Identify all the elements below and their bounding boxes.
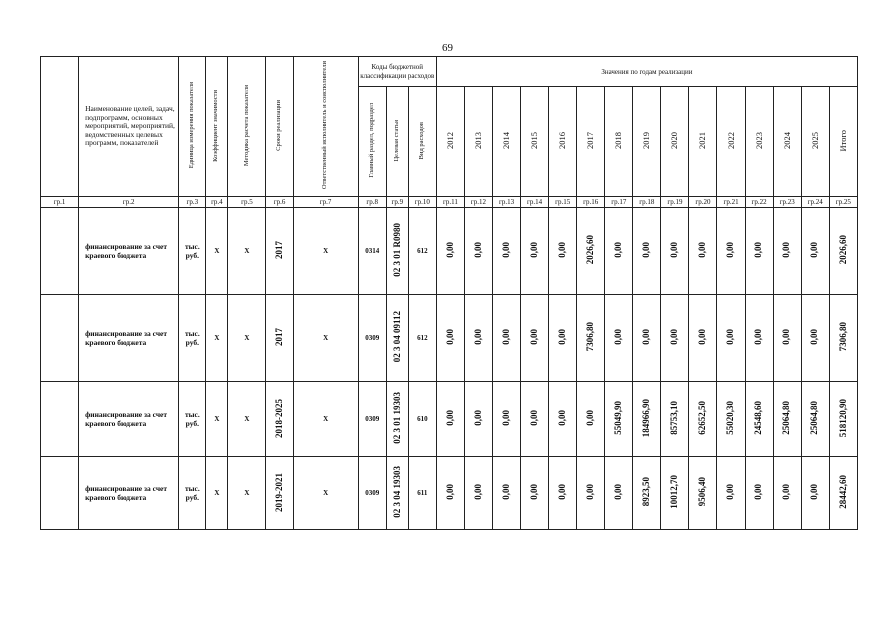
column-number: гр.6: [266, 197, 293, 208]
row-name: финансирование за счет краевого бюджета: [79, 295, 179, 382]
row-value: 0,00: [633, 295, 661, 382]
column-number: гр.1: [41, 197, 79, 208]
header-total: Итого: [829, 87, 857, 197]
row-terms: 2017: [266, 295, 293, 382]
row-value: 0,00: [661, 295, 689, 382]
row-value: 0,00: [464, 208, 492, 295]
row-value: 0,00: [689, 208, 717, 295]
row-name: финансирование за счет краевого бюджета: [79, 457, 179, 530]
row-value: 8923,50: [633, 457, 661, 530]
column-number: гр.7: [293, 197, 358, 208]
header-coef: Коэффициент значимости: [206, 57, 228, 197]
row-section: 0309: [358, 457, 386, 530]
header-year: 2019: [633, 87, 661, 197]
header-code-article: Целевая статья: [386, 87, 408, 197]
row-total: 28442,60: [829, 457, 857, 530]
row-executor: Х: [293, 295, 358, 382]
column-number: гр.18: [633, 197, 661, 208]
row-value: 25064,80: [773, 382, 801, 457]
row-value: 0,00: [773, 457, 801, 530]
row-total: 7306,80: [829, 295, 857, 382]
row-value: 0,00: [633, 208, 661, 295]
row-section: 0309: [358, 295, 386, 382]
header-values-title: Значения по годам реализации: [436, 57, 857, 87]
row-value: 0,00: [521, 208, 549, 295]
header-year: 2024: [773, 87, 801, 197]
row-value: 55020,30: [717, 382, 745, 457]
row-value: 0,00: [436, 295, 464, 382]
row-terms: 2018-2025: [266, 382, 293, 457]
row-value: 0,00: [773, 295, 801, 382]
column-number: гр.5: [228, 197, 266, 208]
header-year: 2020: [661, 87, 689, 197]
column-number: гр.14: [521, 197, 549, 208]
row-value: 0,00: [801, 295, 829, 382]
row-value: 0,00: [605, 208, 633, 295]
header-code-section: Главный раздел, подраздел: [358, 87, 386, 197]
row-article: 02 3 04 09112: [386, 295, 408, 382]
row-value: 25064,80: [801, 382, 829, 457]
row-value: 0,00: [436, 382, 464, 457]
row-value: 0,00: [801, 457, 829, 530]
page-number: 69: [442, 42, 453, 54]
row-section: 0314: [358, 208, 386, 295]
row-value: 0,00: [464, 382, 492, 457]
row-value: 0,00: [521, 457, 549, 530]
column-number: гр.23: [773, 197, 801, 208]
row-value: 9506,40: [689, 457, 717, 530]
row-type: 612: [408, 295, 436, 382]
header-gr1: [41, 57, 79, 197]
row-value: 0,00: [773, 208, 801, 295]
row-value: 0,00: [717, 457, 745, 530]
header-year: 2016: [549, 87, 577, 197]
row-method: Х: [228, 208, 266, 295]
column-number: гр.16: [577, 197, 605, 208]
column-numbers-row: [41, 197, 858, 208]
row-gr1-cell: [41, 382, 79, 457]
budget-table: [40, 56, 858, 530]
column-number: гр.3: [179, 197, 206, 208]
row-gr1-cell: [41, 208, 79, 295]
row-executor: Х: [293, 208, 358, 295]
header-year: 2022: [717, 87, 745, 197]
row-coef: Х: [206, 382, 228, 457]
row-value: 0,00: [577, 457, 605, 530]
header-year: 2012: [436, 87, 464, 197]
row-value: 7306,80: [577, 295, 605, 382]
row-value: 0,00: [549, 382, 577, 457]
header-year: 2025: [801, 87, 829, 197]
column-number: гр.25: [829, 197, 857, 208]
row-value: 0,00: [549, 457, 577, 530]
header-year: 2018: [605, 87, 633, 197]
header-year: 2013: [464, 87, 492, 197]
row-coef: Х: [206, 208, 228, 295]
column-number: гр.9: [386, 197, 408, 208]
row-value: 0,00: [745, 457, 773, 530]
header-executor: Ответственный исполнитель и соисполнители: [293, 57, 358, 197]
row-unit: тыс. руб.: [179, 457, 206, 530]
row-value: 10012,70: [661, 457, 689, 530]
table-row: [41, 295, 858, 382]
row-executor: Х: [293, 457, 358, 530]
row-value: 0,00: [492, 382, 520, 457]
column-number: гр.22: [745, 197, 773, 208]
column-number: гр.21: [717, 197, 745, 208]
row-total: 2026,60: [829, 208, 857, 295]
row-value: 0,00: [436, 457, 464, 530]
header-terms: Сроки реализации: [266, 57, 293, 197]
column-number: гр.17: [605, 197, 633, 208]
row-value: 0,00: [605, 295, 633, 382]
row-value: 0,00: [492, 208, 520, 295]
row-value: 2026,60: [577, 208, 605, 295]
header-row-1: [41, 57, 858, 87]
header-method: Методика расчета показателя: [228, 57, 266, 197]
row-method: Х: [228, 457, 266, 530]
row-article: 02 3 01 19303: [386, 382, 408, 457]
header-year: 2021: [689, 87, 717, 197]
row-value: 0,00: [689, 295, 717, 382]
column-number: гр.13: [492, 197, 520, 208]
row-type: 612: [408, 208, 436, 295]
column-number: гр.10: [408, 197, 436, 208]
row-value: 85753,10: [661, 382, 689, 457]
header-unit: Единица измерения показателя: [179, 57, 206, 197]
row-terms: 2019-2021: [266, 457, 293, 530]
row-gr1-cell: [41, 295, 79, 382]
table-row: [41, 208, 858, 295]
row-value: 0,00: [549, 295, 577, 382]
row-value: 0,00: [717, 208, 745, 295]
row-value: 0,00: [464, 457, 492, 530]
row-value: 0,00: [745, 295, 773, 382]
row-total: 518120,90: [829, 382, 857, 457]
row-article: 02 3 01 R0980: [386, 208, 408, 295]
row-value: 0,00: [661, 208, 689, 295]
header-year: 2014: [492, 87, 520, 197]
header-codes-title: Коды бюджетной классификации расходов: [358, 57, 436, 87]
row-value: 0,00: [464, 295, 492, 382]
row-value: 184966,90: [633, 382, 661, 457]
row-gr1-cell: [41, 457, 79, 530]
row-unit: тыс. руб.: [179, 208, 206, 295]
row-value: 0,00: [745, 208, 773, 295]
table-row: [41, 382, 858, 457]
row-method: Х: [228, 382, 266, 457]
row-type: 611: [408, 457, 436, 530]
column-number: гр.19: [661, 197, 689, 208]
row-value: 0,00: [436, 208, 464, 295]
row-value: 0,00: [521, 295, 549, 382]
row-method: Х: [228, 295, 266, 382]
row-value: 0,00: [521, 382, 549, 457]
row-executor: Х: [293, 382, 358, 457]
row-value: 24548,60: [745, 382, 773, 457]
row-article: 02 3 04 19303: [386, 457, 408, 530]
row-section: 0309: [358, 382, 386, 457]
row-coef: Х: [206, 295, 228, 382]
header-code-type: Вид расходов: [408, 87, 436, 197]
column-number: гр.4: [206, 197, 228, 208]
row-value: 0,00: [549, 208, 577, 295]
column-number: гр.2: [79, 197, 179, 208]
row-coef: Х: [206, 457, 228, 530]
row-type: 610: [408, 382, 436, 457]
table-row: [41, 457, 858, 530]
row-name: финансирование за счет краевого бюджета: [79, 382, 179, 457]
row-terms: 2017: [266, 208, 293, 295]
row-name: финансирование за счет краевого бюджета: [79, 208, 179, 295]
header-year: 2023: [745, 87, 773, 197]
column-number: гр.15: [549, 197, 577, 208]
row-unit: тыс. руб.: [179, 382, 206, 457]
row-value: 0,00: [492, 295, 520, 382]
row-unit: тыс. руб.: [179, 295, 206, 382]
column-number: гр.20: [689, 197, 717, 208]
row-value: 0,00: [605, 457, 633, 530]
row-value: 0,00: [801, 208, 829, 295]
row-value: 0,00: [492, 457, 520, 530]
column-number: гр.24: [801, 197, 829, 208]
row-value: 0,00: [717, 295, 745, 382]
column-number: гр.12: [464, 197, 492, 208]
header-name: Наименование целей, задач, подпрограмм, основных мероприятий, мероприятий, ведомственных целевых программ, показателей: [79, 57, 179, 197]
column-number: гр.11: [436, 197, 464, 208]
column-number: гр.8: [358, 197, 386, 208]
header-year: 2015: [521, 87, 549, 197]
header-year: 2017: [577, 87, 605, 197]
row-value: 0,00: [577, 382, 605, 457]
row-value: 62652,50: [689, 382, 717, 457]
row-value: 55049,90: [605, 382, 633, 457]
